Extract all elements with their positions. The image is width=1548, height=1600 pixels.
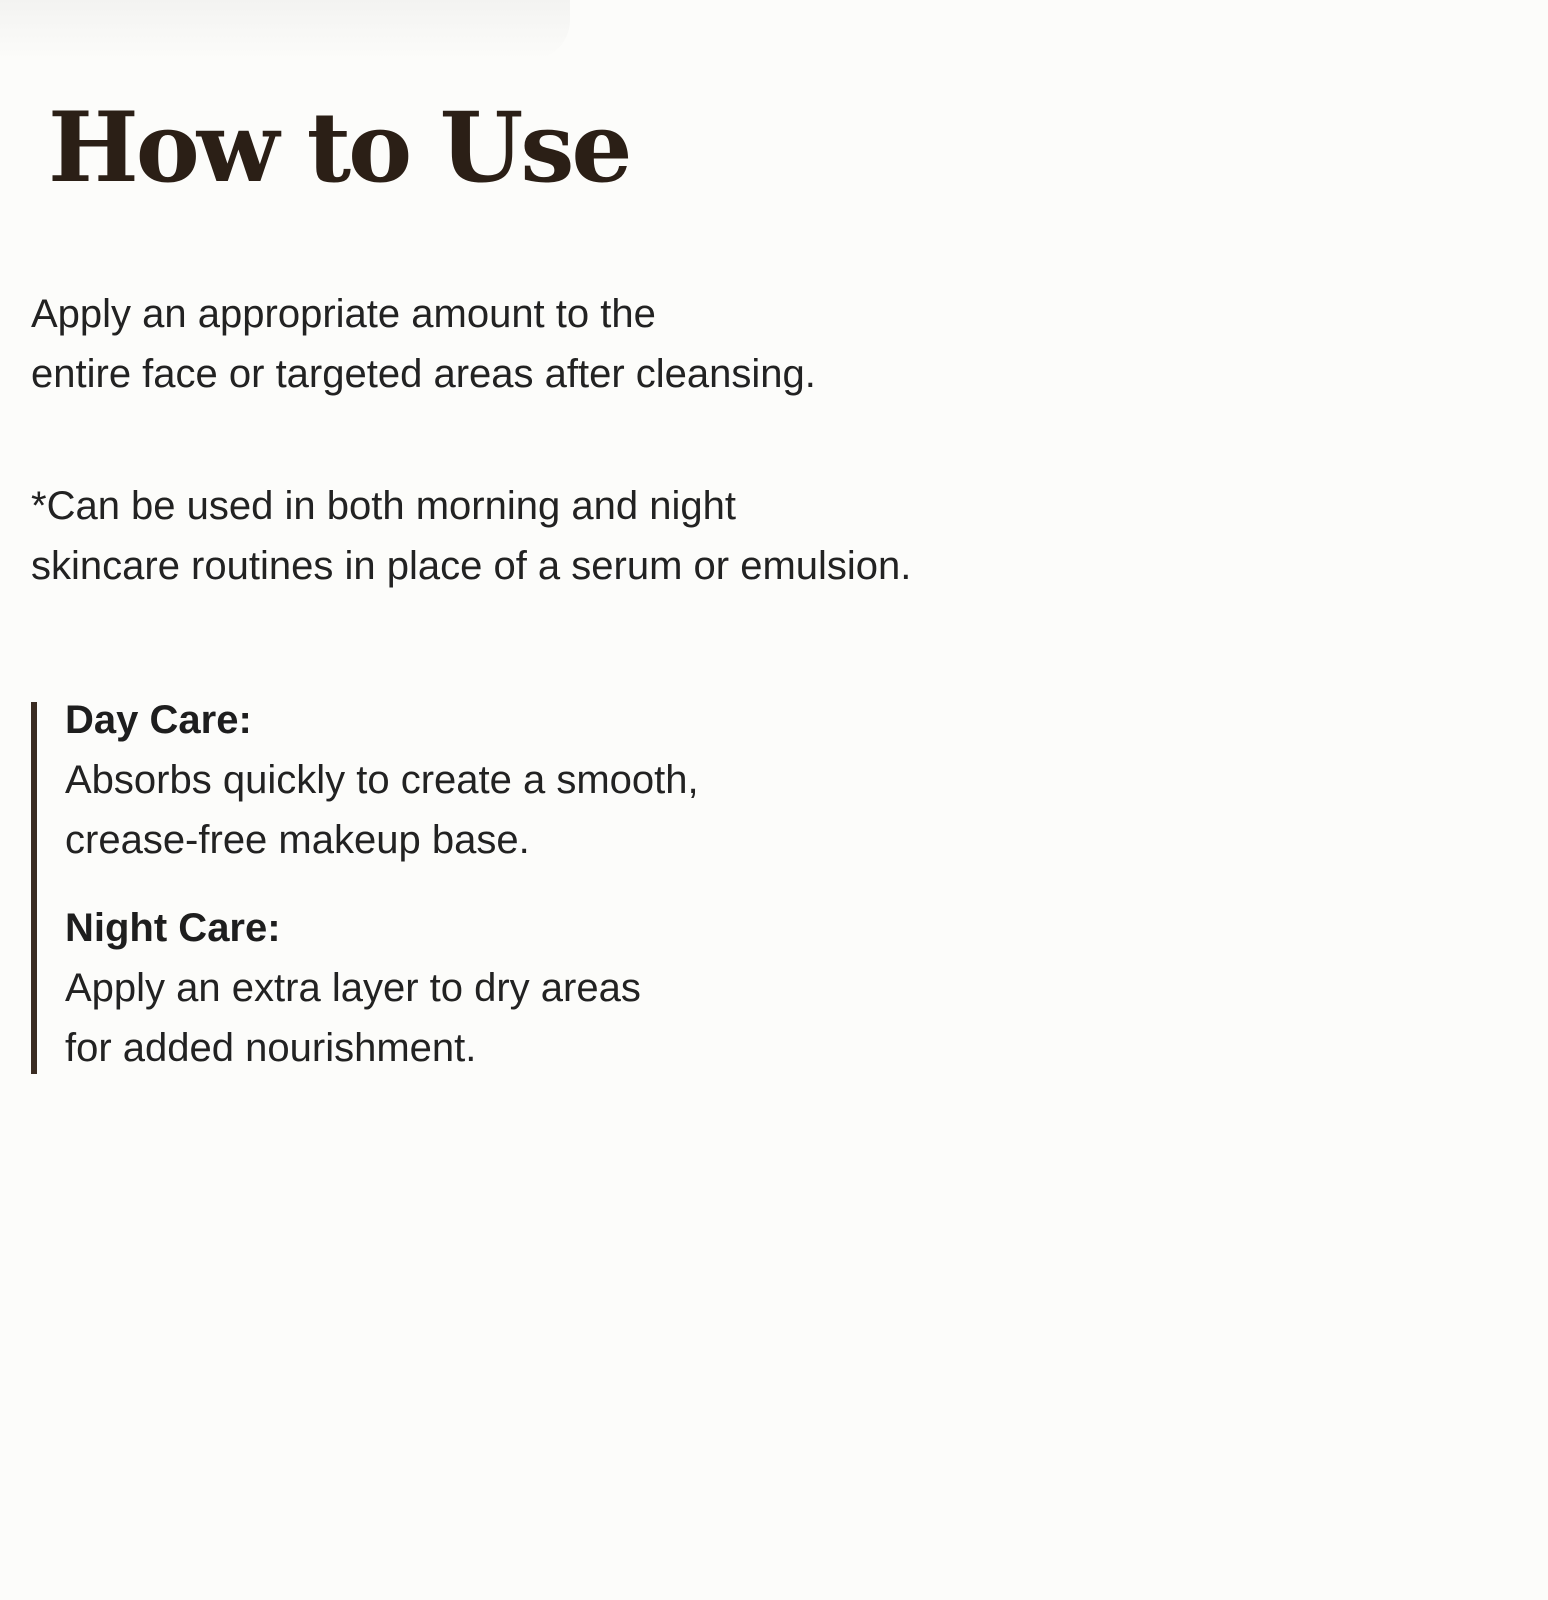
routine-block	[31, 698, 937, 1074]
usage-note	[31, 476, 911, 596]
night-care-line-2: for added nourishment.	[65, 1026, 477, 1070]
night-care-line-1: Apply an extra layer to dry areas	[65, 966, 641, 1010]
usage-note-line-1: *Can be used in both morning and night	[31, 484, 736, 528]
day-care-section	[65, 690, 699, 870]
day-care-line-1: Absorbs quickly to create a smooth,	[65, 758, 699, 802]
instructions-line-2: entire face or targeted areas after cleansing.	[31, 352, 816, 396]
night-care-heading: Night Care:	[65, 906, 281, 950]
instructions-paragraph	[31, 284, 816, 404]
day-care-line-2: crease-free makeup base.	[65, 818, 530, 862]
page-title: How to Use	[48, 91, 630, 204]
usage-note-line-2: skincare routines in place of a serum or emulsion.	[31, 544, 912, 588]
day-care-heading: Day Care:	[65, 698, 252, 742]
night-care-section	[65, 898, 641, 1078]
instructions-line-1: Apply an appropriate amount to the	[31, 292, 656, 336]
